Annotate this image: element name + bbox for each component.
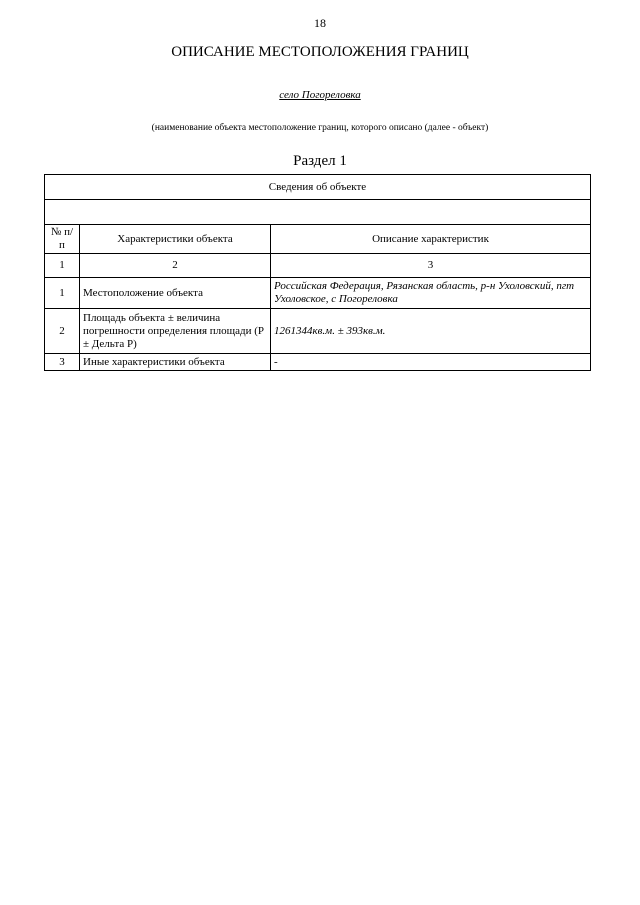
page-number: 18 xyxy=(314,16,326,30)
row-description: 1261344кв.м. ± 393кв.м. xyxy=(271,309,591,354)
table-row xyxy=(45,278,591,309)
row-characteristic: Площадь объекта ± величина погрешности определения площади (Р ± Дельта Р) xyxy=(80,309,271,354)
table-column-headers xyxy=(45,225,591,254)
table-header: Сведения об объекте xyxy=(45,175,591,200)
column-header-description: Описание характеристик xyxy=(271,225,591,254)
row-num: 3 xyxy=(45,354,80,371)
column-header-characteristic: Характеристики объекта xyxy=(80,225,271,254)
row-characteristic: Иные характеристики объекта xyxy=(80,354,271,371)
object-name: село Погореловка xyxy=(279,89,361,101)
row-characteristic: Местоположение объекта xyxy=(80,278,271,309)
column-header-num: № п/п xyxy=(45,225,80,254)
object-name-line xyxy=(0,89,640,101)
column-number-3: 3 xyxy=(271,254,591,278)
row-description: Российская Федерация, Рязанская область, р-н Ухоловский, пгт Ухоловское, с Погореловка xyxy=(271,278,591,309)
document-title: ОПИСАНИЕ МЕСТОПОЛОЖЕНИЯ ГРАНИЦ xyxy=(171,44,469,60)
table-empty-cell xyxy=(45,200,591,225)
column-number-2: 2 xyxy=(80,254,271,278)
table-empty-row xyxy=(45,200,591,225)
table-header-row xyxy=(45,175,591,200)
table-row xyxy=(45,354,591,371)
section-title: Раздел 1 xyxy=(293,153,347,169)
object-info-table xyxy=(44,174,591,371)
table-row xyxy=(45,309,591,354)
table-column-numbers xyxy=(45,254,591,278)
row-num: 1 xyxy=(45,278,80,309)
row-description: - xyxy=(271,354,591,371)
object-caption: (наименование объекта местоположение границ, которого описано (далее - объект) xyxy=(151,123,489,133)
column-number-1: 1 xyxy=(45,254,80,278)
row-num: 2 xyxy=(45,309,80,354)
